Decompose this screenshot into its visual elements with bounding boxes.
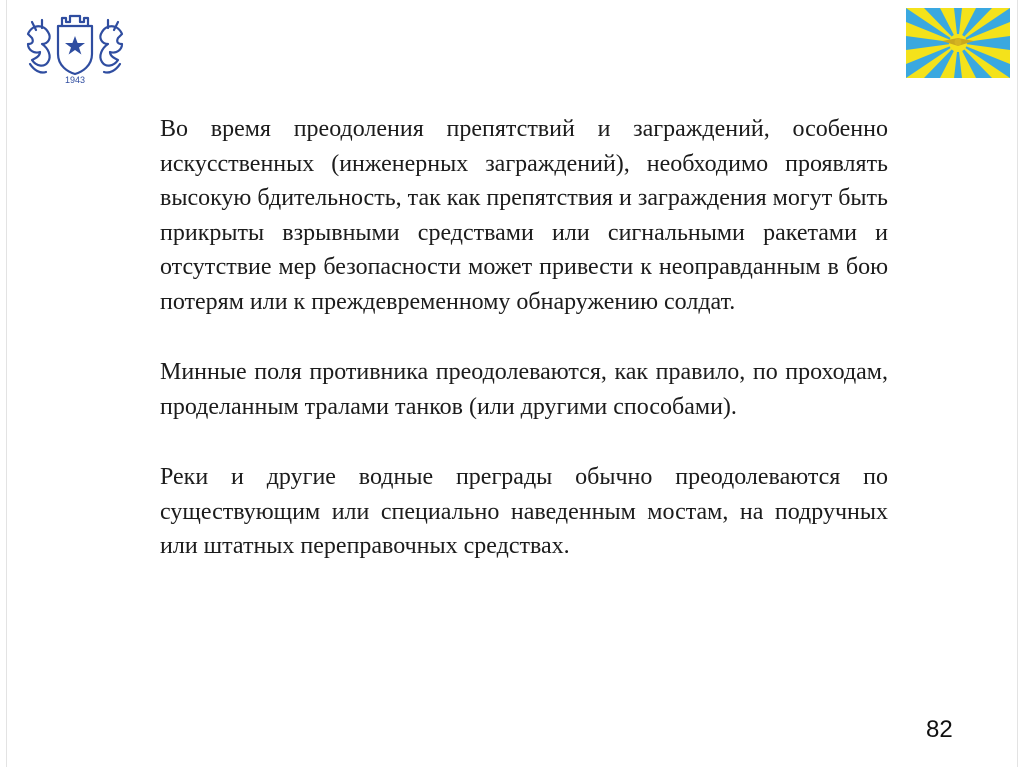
paragraph-minefields: Минные поля противника преодолеваются, как правило, по проходам, проделанным тралами танков (или другими способами). bbox=[160, 359, 888, 420]
slide-body bbox=[160, 112, 888, 600]
university-crest-icon bbox=[22, 12, 128, 86]
air-force-flag-icon bbox=[906, 8, 1010, 78]
paragraph-obstacles: Во время преодоления препятствий и заграждений, особенно искусственных (инженерных заграждений), необходимо проявлять высокую бдительность, так как препятствия и заграждения могут быть прикрыты взрывными средствами или сигнальными ракетами и отсутствие мер безопасности может привести к неоправданным в бою потерям или к преждевременному обнаружению солдат. bbox=[160, 116, 888, 315]
page-number: 82 bbox=[926, 716, 953, 743]
logo-year: 1943 bbox=[64, 75, 86, 85]
paragraph-water-barriers: Реки и другие водные преграды обычно преодолеваются по существующим или специально наведенным мостам, на подручных или штатных переправочных средствах. bbox=[160, 464, 888, 559]
